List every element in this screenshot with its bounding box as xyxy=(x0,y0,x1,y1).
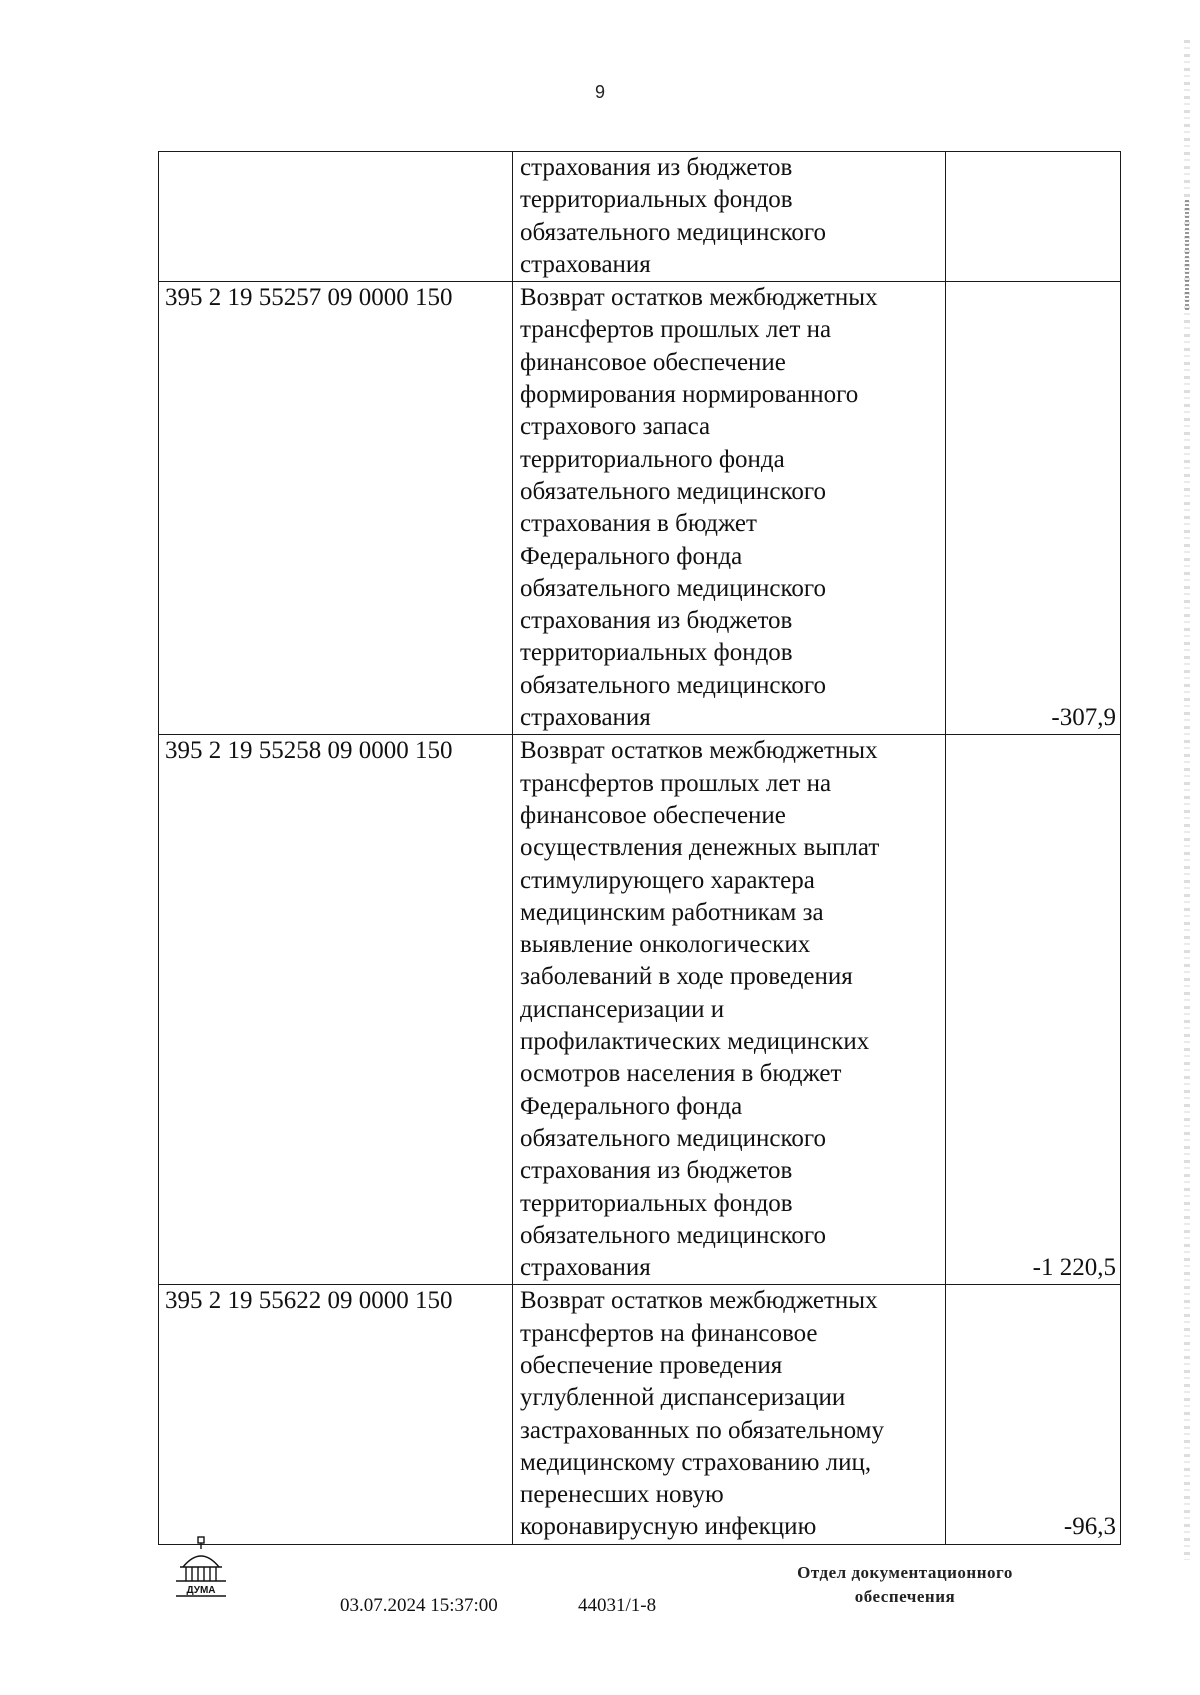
row-description-text: Возврат остатков межбюджетных трансфертов на финансовое обеспечение проведения углубленной диспансеризации застрахованных по обязательному медицинскому страхованию лиц, перенесших новую коронавирусную инфекцию xyxy=(520,1287,884,1541)
logo-text: ДУМА xyxy=(186,1585,216,1596)
row-amount xyxy=(946,152,1121,282)
row-amount: -307,9 xyxy=(946,282,1121,735)
budget-code: 395 2 19 55257 09 0000 150 xyxy=(159,282,513,735)
duma-logo xyxy=(170,1535,232,1599)
scan-edge-artifact xyxy=(1185,200,1189,310)
budget-code: 395 2 19 55622 09 0000 150 xyxy=(159,1285,513,1544)
budget-code: 395 2 19 55258 09 0000 150 xyxy=(159,735,513,1285)
table-row xyxy=(159,735,1121,1285)
row-amount: -96,3 xyxy=(946,1285,1121,1544)
row-amount: -1 220,5 xyxy=(946,735,1121,1285)
row-description xyxy=(513,735,946,1285)
department-line-1: Отдел документационного xyxy=(797,1563,1013,1582)
table-row xyxy=(159,282,1121,735)
budget-code xyxy=(159,152,513,282)
document-number: 44031/1-8 xyxy=(578,1595,657,1616)
row-description-text: Возврат остатков межбюджетных трансфертов прошлых лет на финансовое обеспечение формирования нормированного страхового запаса территориального фонда обязательного медицинского страхования в бюджет Федерального фонда обязательного медицинского страхования из бюджетов территориальных фондов обязательного медицинского страхования xyxy=(520,284,878,732)
row-description xyxy=(513,152,946,282)
table-row xyxy=(159,1285,1121,1544)
row-description xyxy=(513,1285,946,1544)
page-number: 9 xyxy=(594,82,605,102)
budget-table xyxy=(158,151,1121,1545)
registration-datetime: 03.07.2024 15:37:00 xyxy=(340,1595,498,1616)
department-line-2: обеспечения xyxy=(854,1587,956,1606)
table-row xyxy=(159,152,1121,282)
row-description-text: страхования из бюджетов территориальных фондов обязательного медицинского страхования xyxy=(520,154,827,278)
department-stamp xyxy=(740,1561,1070,1609)
row-description-text: Возврат остатков межбюджетных трансфертов прошлых лет на финансовое обеспечение осуществления денежных выплат стимулирующего характера медицинским работникам за выявление онкологических заболеваний в ходе проведения диспансеризации и профилактических медицинских осмотров населения в бюджет Федерального фонда обязательного медицинского страхования из бюджетов территориальных фондов обязательного медицинского страхования xyxy=(520,737,880,1282)
row-description xyxy=(513,282,946,735)
